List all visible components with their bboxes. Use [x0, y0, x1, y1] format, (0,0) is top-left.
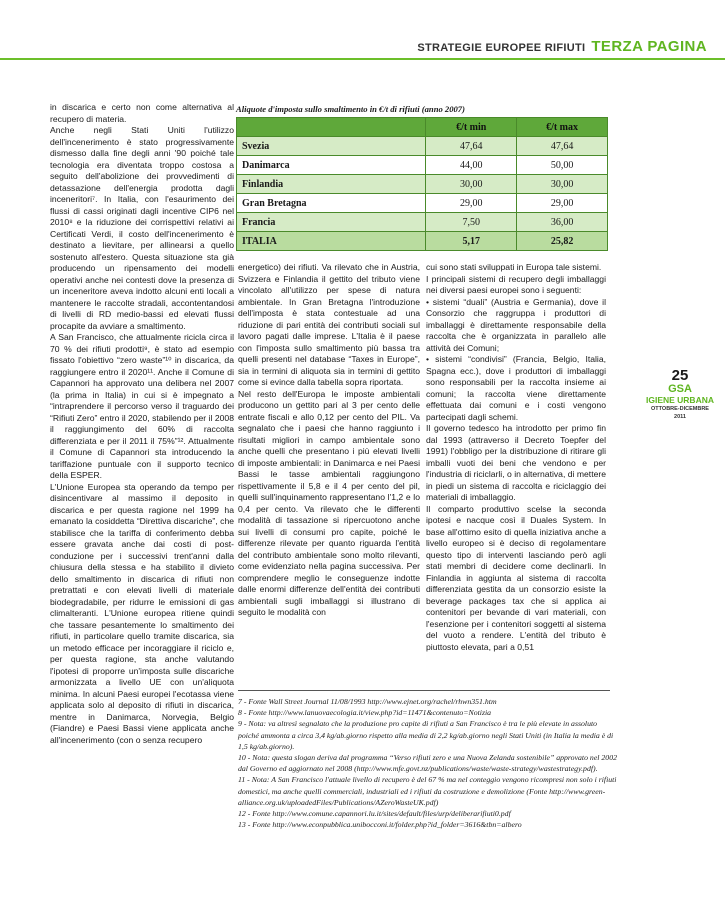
- issue-date: OTTOBRE-DICEMBRE 2011: [651, 406, 709, 420]
- country-cell: Gran Bretagna: [237, 194, 426, 213]
- footnote: 12 - Fonte http://www.comune.capannori.lu.it/sites/default/files/urp/deliberarifiuti0.pdf: [238, 809, 511, 819]
- paragraph: cui sono stati sviluppati in Europa tale sistemi.: [426, 262, 602, 272]
- footnote-rule: [238, 690, 610, 691]
- max-cell: 30,00: [517, 175, 608, 194]
- country-cell: Finlandia: [237, 175, 426, 194]
- paragraph: • sistemi “duali” (Austria e Germania), dove il Consorzio che raggruppa i produttori di imballaggi è direttamente responsabile della raccolta che è organizzata in parallelo alle attività dei Comuni;: [426, 296, 606, 353]
- footnote: 11 - Nota: A San Francisco l'attuale livello di recupero è del 67 % ma nel conteggio vengono ricompresi non solo i rifiuti domestici, ma anche quelli commerciali, industriali ed i rifiuti da costruzione e demolizione (Fonte http://www.green-alliance.org.uk/uploadedFiles/Publications/AZeroWasteUK.pdf): [238, 775, 617, 807]
- max-cell: 25,82: [517, 232, 608, 251]
- column-1: [50, 102, 234, 746]
- section-label: STRATEGIE EUROPEE RIFIUTI: [417, 42, 586, 54]
- table-row: [237, 137, 608, 156]
- footnote: 8 - Fonte http://www.lanuovaecologia.it/view.php?id=11471&contenuto=Notizia: [238, 708, 492, 718]
- header-rule: [0, 58, 725, 60]
- country-cell: Danimarca: [237, 156, 426, 175]
- paragraph: Il comparto produttivo scelse la seconda ipotesi e nacque così il Duales System. In base all'ottimo esito di quella iniziativa anche a livello europeo si è deciso di regolamentare questo tipo di interventi lasciando però agli stati membri di decidere come declinarli. In Finlandia in aggiunta al sistema di raccolta differenziata gestita da un consorzio esiste la beverage packages tax che si applica ai contenitori per bevande di vari materiali, con l'esenzione per i contenitori soggetti al sistema del vuoto a rendere. L'entità del tributo è piuttosto elevata, pari a 0,51: [426, 503, 606, 652]
- paragraph: in discarica e certo non come alternativa al recupero di materia.: [50, 102, 234, 124]
- magazine-name: IGIENE URBANA: [645, 395, 714, 405]
- paragraph: • sistemi “condivisi” (Francia, Belgio, Italia, Spagna ecc.), dove i produttori di imballaggi sono responsabili per la raccolta insieme ai comuni; la raccolta viene direttamente effettuata dai comuni e i costi vengono partecipati dagli schemi.: [426, 354, 606, 422]
- max-cell: 47,64: [517, 137, 608, 156]
- max-cell: 50,00: [517, 156, 608, 175]
- min-cell: 7,50: [426, 213, 517, 232]
- table-header-row: [237, 118, 608, 137]
- min-cell: 29,00: [426, 194, 517, 213]
- footnote: 9 - Nota: va altresì segnalato che la produzione pro capite di rifiuti a San Francisco è tra le più elevate in assoluto poiché ammonta a circa 3,4 kg/ab.giorno rispetto alla media di 2,2 kg/ab.giorno negli Stati Uniti (in Italia la media è di 1,5 kg/ab.giorno).: [238, 719, 614, 751]
- country-cell: Francia: [237, 213, 426, 232]
- min-cell: 5,17: [426, 232, 517, 251]
- min-cell: 44,00: [426, 156, 517, 175]
- magazine-badge: [645, 368, 715, 421]
- paragraph: L'Unione Europea sta operando da tempo per disincentivare al massimo il deposito in discarica e per questa ragione nel 1999 ha emanato la cosiddetta “Direttiva discariche”, che stabilisce che la tariffa di conferimento debba essere gravata anche dai costi di post-conduzione per i successivi trent'anni dalla chiusura della stessa e ha stabilito il divieto dello smaltimento in discarica di rifiuti non pretrattati e con elevati livelli di materiale biodegradabile, per ridurre le emissioni di gas climalteranti. L'Unione europea ritiene quindi che tassare pesantemente lo smaltimento dei rifiuti, in particolare quello tramite discarica, sia un metodo efficace per incoraggiare il riciclo e, per questa ragione, sta anche valutando l'ipotesi di proporre un'imposta sulle discariche armonizzata a livello UE con un'aliquota minima. In alcuni Paesi europei l'ecotassa viene applicata solo al deposito di rifiuti in discarica, mentre in Danimarca, Norvegia, Belgio (Fiandre) e Paesi Bassi viene applicata anche all'incenerimento (con o senza recupero: [50, 481, 234, 745]
- min-cell: 47,64: [426, 137, 517, 156]
- column-2: [238, 262, 420, 619]
- page-number: 25: [671, 367, 689, 384]
- paragraph: A San Francisco, che attualmente ricicla circa il 70 % dei rifiuti prodotti⁹, è stato ad esempio fissato l'obiettivo “zero waste”¹⁰ in discarica, da raggiungere entro il 2020¹¹. Anche il Comune di Capannori ha approvato una delibera nel 2007 (la prima in Italia) in cui si è impegnato a “intraprendere il percorso verso il traguardo dei “Rifiuti Zero” entro il 2020, stabilendo per il 2008 il raggiungimento del 60% di raccolta differenziata e per il 2011 il 75%”¹². Attualmente il Comune di Capannori sta introducendo la tariffazione puntuale con il supporto tecnico della ESPER.: [50, 332, 234, 480]
- paragraph: energetico) dei rifiuti. Va rilevato che in Austria, Svizzera e Finlandia il gettito del tributo viene vincolato all'utilizzo per spese di natura ambientale. In Gran Bretagna l'introduzione dell'imposta è stata contestuale ad una riduzione di pari entità dei contributi sociali sul lavoro pagati dalle imprese. L'Italia è il paese con l'imposta sullo smaltimento più bassa tra quelli presenti nel database “Taxes in Europe”, sia in termini di aliquota sia in termini di gettito come si evince dalla tabella sopra riportata.: [238, 262, 420, 387]
- header-cell: €/t min: [426, 118, 517, 137]
- country-cell: Svezia: [237, 137, 426, 156]
- max-cell: 29,00: [517, 194, 608, 213]
- country-cell: ITALIA: [237, 232, 426, 251]
- paragraph: I principali sistemi di recupero degli imballaggi nei diversi paesi europei sono i seguenti:: [426, 273, 606, 295]
- paragraph: Il governo tedesco ha introdotto per primo fin dal 1993 (attraverso il Decreto Toepfer del 1991) l'obbligo per la distribuzione di ritirare gli imballi vuoti dei beni che vendono e per l'industria di riciclarli, o in alternativa, di mettere in piedi un sistema di raccolta e riciclaggio dei materiali di imballaggio.: [426, 423, 606, 502]
- footnote: 13 - Fonte http://www.econpubblica.unibocconi.it/folder.php?id_folder=3616&tbn=albero: [238, 820, 522, 830]
- min-cell: 30,00: [426, 175, 517, 194]
- max-cell: 36,00: [517, 213, 608, 232]
- brand-logo: GSA: [668, 383, 692, 395]
- footnotes: [238, 696, 618, 830]
- table-row: [237, 194, 608, 213]
- tax-rates-table: [236, 117, 608, 251]
- footnote: 7 - Fonte Wall Street Journal 11/08/1993 http://www.ejnet.org/rachel/rhwn351.htm: [238, 697, 497, 706]
- table-title: Aliquote d'imposta sullo smaltimento in €/t di rifiuti (anno 2007): [236, 104, 465, 114]
- header-cell: €/t max: [517, 118, 608, 137]
- table-row: [237, 213, 608, 232]
- paragraph: Anche negli Stati Uniti l'utilizzo dell'incenerimento è stato progressivamente dismesso dalla fine degli anni '90 poiché tale tecnologia era diventata troppo costosa a seguito dell'abolizione dei provvedimenti di detassazione dell'energia prodotta dagli inceneritori⁷. In Italia, con l'esaurimento dei flussi di cassi originati dagli incentive CIP6 nel 2010⁸ e la riduzione dei corrispettivi relativi ai Certificati Verdi, il costo dell'incenerimento è destinato a lievitare, per allinearsi a quello sostenuto all'estero. Questa situazione sta già producendo un ripensamento dei modelli operativi anche nei contesti dove la presenza di un inceneritore aveva indotto alcuni enti locali a mantenere le raccolte stradali, accontentandosi di livelli di RD medio-bassi ed elevati flussi procapite da avviare a smaltimento.: [50, 125, 234, 331]
- footnote: 10 - Nota: questa slogan deriva dal programma “Verso rifiuti zero e una Nuova Zelanda sostenibile” approvato nel 2002 dal Governo ed aggiornato nel 2008 (http://www.mfe.govt.nz/publications/waste/waste-strategy/wastestrategy.pdf).: [238, 753, 618, 774]
- table-row: [237, 232, 608, 251]
- column-3: [426, 262, 606, 653]
- paragraph: Nel resto dell'Europa le imposte ambientali producono un gettito pari al 3 per cento delle entrate fiscali e allo 0,12 per cento del PIL. Va segnalato che i paesi che hanno raggiunto i risultati migliori in campo ambientale sono anche quelli che presentano i più elevati livelli di imposte ambientali: in Danimarca e nei Paesi Bassi le tasse ambientali raggiungono rispettivamente il 5,8 e il 4 per cento del pil, quelli sull'inquinamento rappresentano l'1,2 e lo 0,4 per cento. Va rilevato che le differenti modalità di tassazione si ripercuotono anche sui livelli di consumi pro capite, poiché le differenze rilevate per quanto riguarda l'entità del contributo ambientale sono molto rilevanti, come evidenziato nella pagina successiva. Per comprendere meglio le conseguenze indotte dalle enormi differenze dell'entità dei contributi ambientali sugli imballaggi si illustrano di seguito le modalità con: [238, 388, 420, 617]
- table-row: [237, 175, 608, 194]
- header-cell: [237, 118, 426, 137]
- page-label: TERZA PAGINA: [591, 38, 707, 55]
- running-header: [417, 38, 707, 55]
- table-row: [237, 156, 608, 175]
